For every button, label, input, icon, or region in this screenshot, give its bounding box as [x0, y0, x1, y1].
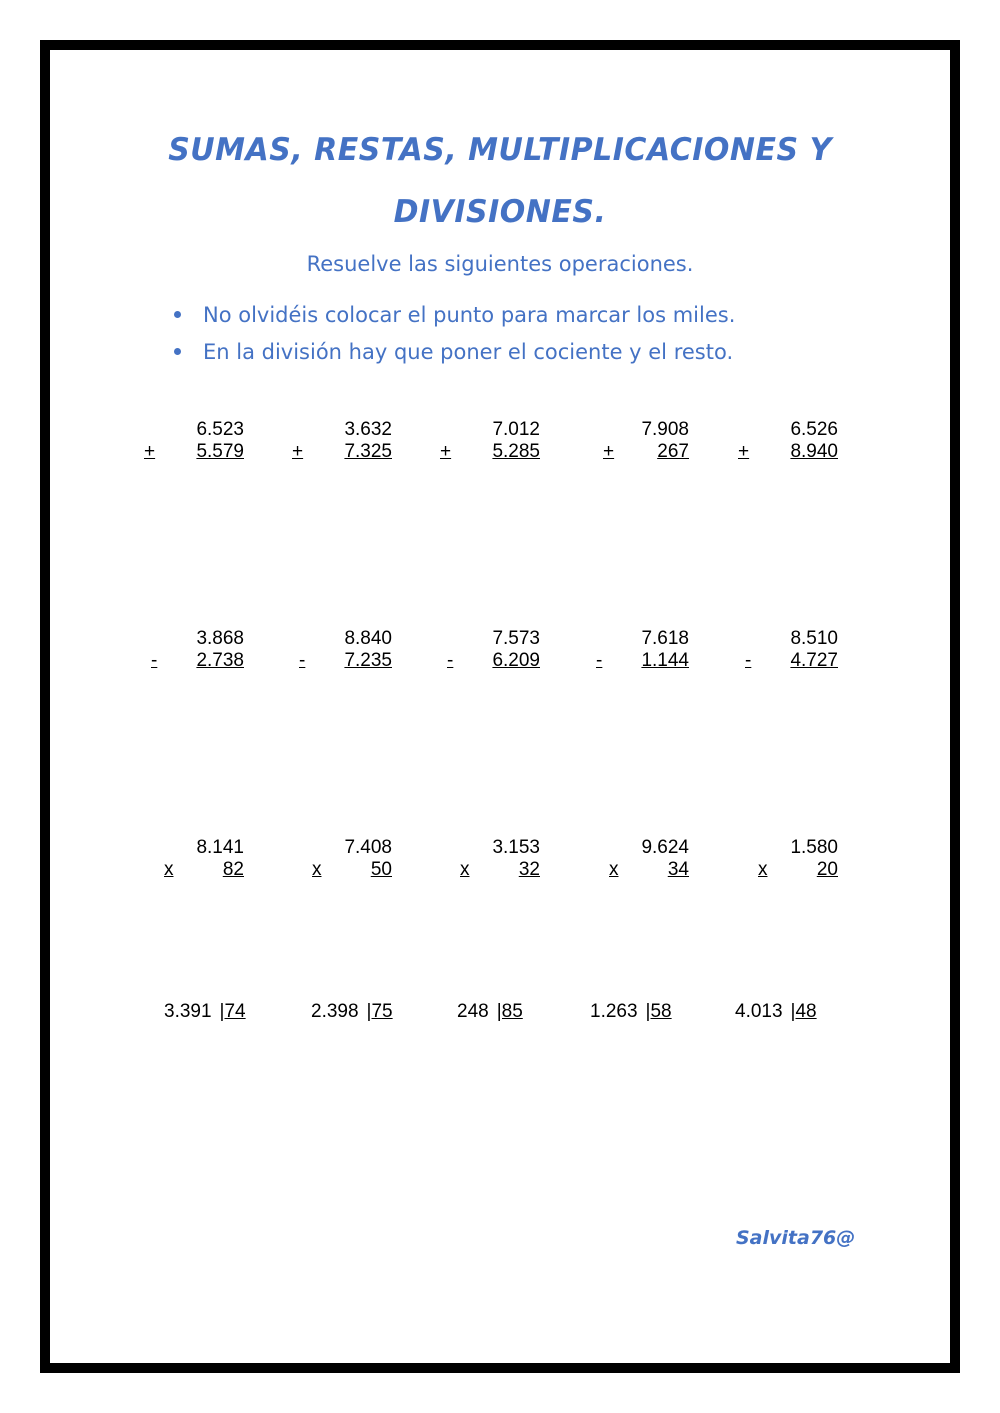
operator-sign: - [447, 650, 454, 671]
division-operation [590, 1001, 672, 1023]
divisor: |48 [790, 1001, 817, 1022]
division-operation [311, 1001, 393, 1023]
dividend: 248 [457, 1001, 489, 1022]
title-line-1: SUMAS, RESTAS, MULTIPLICACIONES Y [168, 131, 832, 169]
operand-top: 8.141 [196, 837, 244, 858]
sum-operation [144, 419, 244, 463]
dividend: 4.013 [735, 1001, 783, 1022]
subtraction-operation [738, 628, 838, 672]
operator-sign: - [151, 650, 158, 671]
operand-bottom: 267 [657, 441, 689, 462]
sum-operation [440, 419, 540, 463]
operand-top: 7.618 [641, 628, 689, 649]
multiplication-operation [144, 837, 244, 881]
operand-bottom: 7.325 [344, 441, 392, 462]
instructions: Resuelve las siguientes operaciones. [306, 252, 694, 276]
divisor: |58 [645, 1001, 672, 1022]
operand-bottom-row [440, 859, 540, 881]
operator-sign: + [603, 441, 615, 462]
subtraction-operation [292, 628, 392, 672]
operand-top: 7.408 [344, 837, 392, 858]
operand-top: 6.526 [790, 419, 838, 440]
operand-bottom: 34 [667, 859, 689, 880]
operand-bottom-row [144, 441, 244, 463]
divisor: |74 [219, 1001, 246, 1022]
operand-bottom-row [292, 650, 392, 672]
operand-bottom-row [589, 650, 689, 672]
operator-sign: - [596, 650, 603, 671]
operator-sign: - [745, 650, 752, 671]
operator-sign: x [609, 859, 619, 880]
operand-top: 7.573 [492, 628, 540, 649]
divisor: |75 [366, 1001, 393, 1022]
divisor: |85 [496, 1001, 523, 1022]
operand-bottom-row [292, 441, 392, 463]
operand-bottom: 8.940 [790, 441, 838, 462]
division-operation [735, 1001, 817, 1023]
operand-top: 3.632 [344, 419, 392, 440]
operand-bottom-row [589, 441, 689, 463]
operand-top: 8.840 [344, 628, 392, 649]
operand-bottom-row [440, 650, 540, 672]
operand-bottom: 7.235 [344, 650, 392, 671]
operator-sign: x [758, 859, 768, 880]
operand-bottom: 1.144 [641, 650, 689, 671]
operand-bottom: 2.738 [196, 650, 244, 671]
page-title [150, 119, 850, 243]
operand-top: 7.908 [641, 419, 689, 440]
sum-operation [292, 419, 392, 463]
operand-top: 9.624 [641, 837, 689, 858]
operand-bottom: 6.209 [492, 650, 540, 671]
operator-sign: + [292, 441, 304, 462]
operand-bottom-row [738, 441, 838, 463]
operand-bottom: 5.579 [196, 441, 244, 462]
operand-bottom-row [738, 650, 838, 672]
operand-bottom-row [144, 859, 244, 881]
sum-operation [589, 419, 689, 463]
operand-top: 1.580 [790, 837, 838, 858]
operator-sign: + [440, 441, 452, 462]
dividend: 2.398 [311, 1001, 359, 1022]
operator-sign: x [460, 859, 470, 880]
operand-bottom: 20 [816, 859, 838, 880]
operand-top: 7.012 [492, 419, 540, 440]
operand-bottom-row [589, 859, 689, 881]
operand-bottom: 32 [518, 859, 540, 880]
subtraction-operation [589, 628, 689, 672]
multiplication-operation [292, 837, 392, 881]
operand-bottom-row [144, 650, 244, 672]
operand-bottom: 4.727 [790, 650, 838, 671]
operand-bottom-row [440, 441, 540, 463]
author-signature: Salvita76@ [736, 1227, 856, 1249]
operator-sign: + [738, 441, 750, 462]
division-operation [164, 1001, 246, 1023]
title-line-2: DIVISIONES. [393, 193, 607, 231]
subtraction-operation [440, 628, 540, 672]
sum-operation [738, 419, 838, 463]
bullet-item: No olvidéis colocar el punto para marcar los miles. [172, 298, 735, 335]
dividend: 3.391 [164, 1001, 212, 1022]
operand-top: 8.510 [790, 628, 838, 649]
operand-top: 6.523 [196, 419, 244, 440]
operator-sign: x [312, 859, 322, 880]
bullet-item: En la división hay que poner el cociente y el resto. [172, 335, 735, 372]
operand-bottom: 50 [370, 859, 392, 880]
operand-top: 3.868 [196, 628, 244, 649]
multiplication-operation [738, 837, 838, 881]
dividend: 1.263 [590, 1001, 638, 1022]
multiplication-operation [440, 837, 540, 881]
operand-top: 3.153 [492, 837, 540, 858]
division-operation [457, 1001, 523, 1023]
operator-sign: + [144, 441, 156, 462]
multiplication-operation [589, 837, 689, 881]
operand-bottom-row [738, 859, 838, 881]
operator-sign: - [299, 650, 306, 671]
operand-bottom-row [292, 859, 392, 881]
subtraction-operation [144, 628, 244, 672]
bullet-list [172, 298, 735, 372]
operand-bottom: 82 [222, 859, 244, 880]
operator-sign: x [164, 859, 174, 880]
operand-bottom: 5.285 [492, 441, 540, 462]
